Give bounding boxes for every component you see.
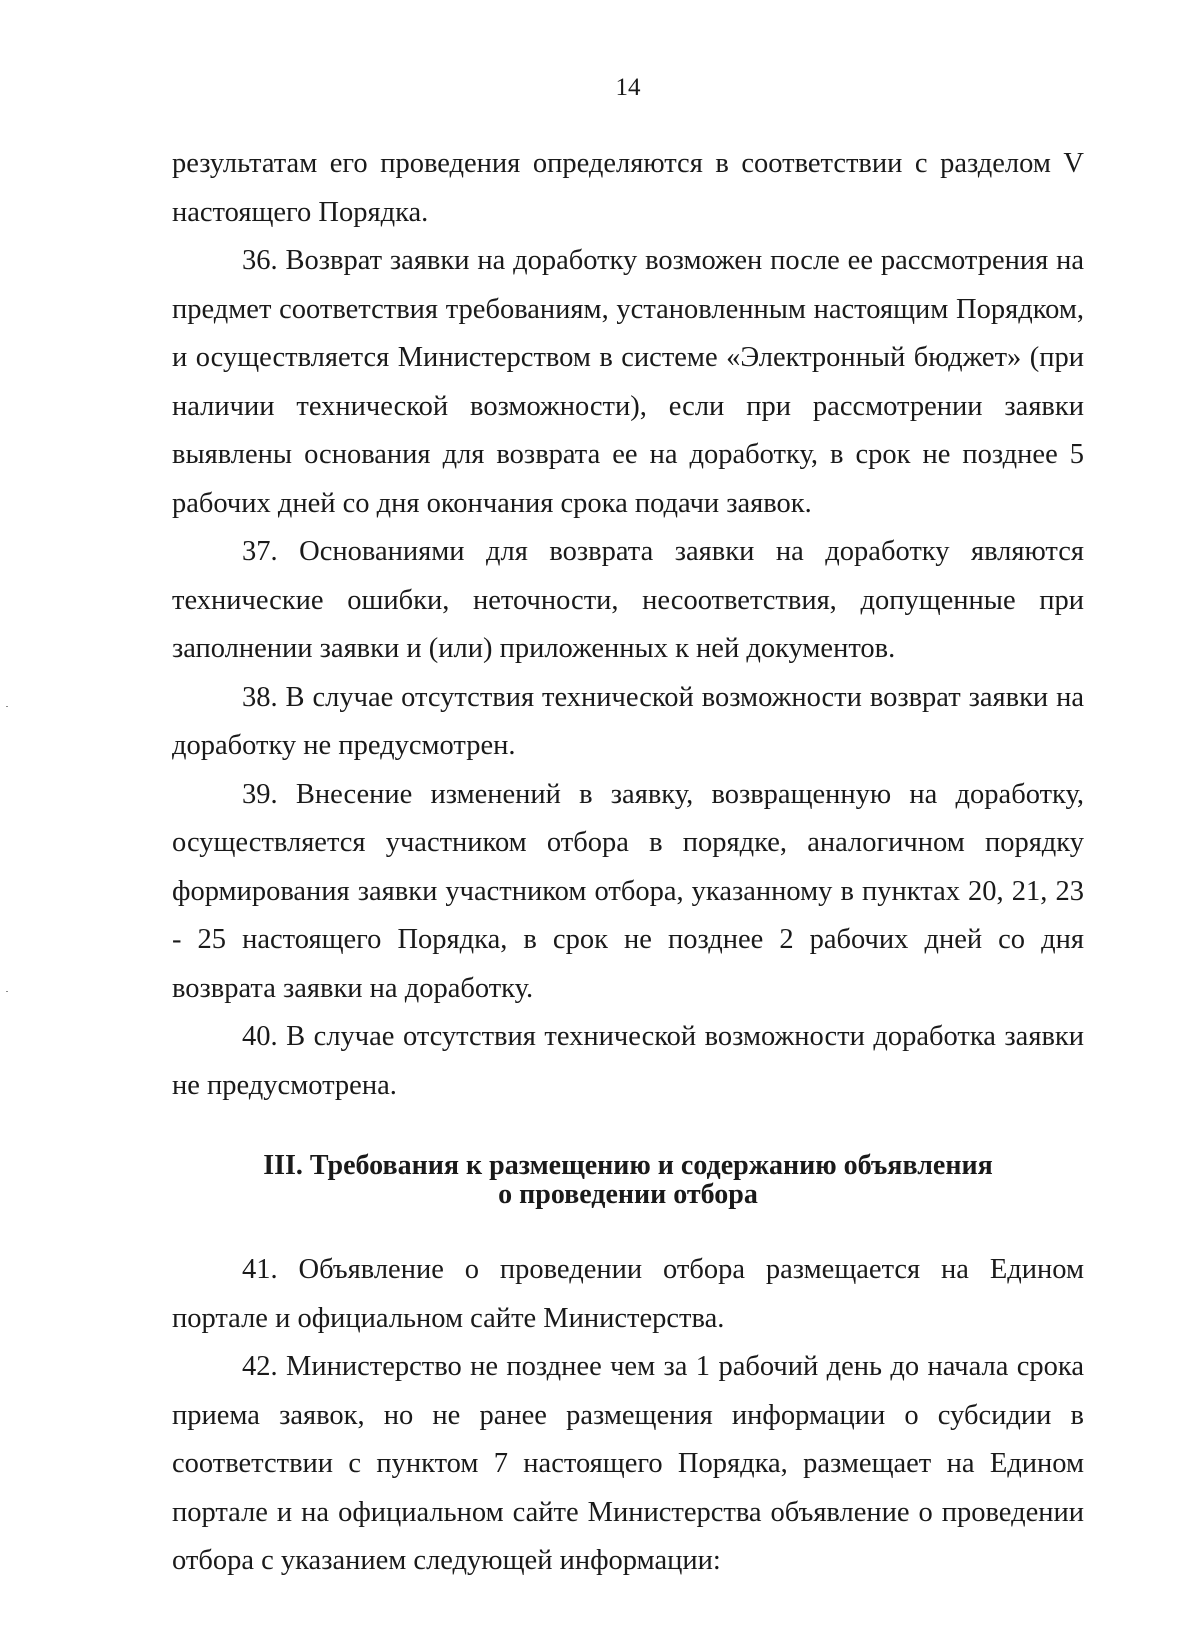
section-heading-line-2: о проведении отбора	[498, 1179, 758, 1210]
paragraph-37: 37. Основаниями для возврата заявки на доработку являются технические ошибки, неточности, несоответствия, допущенные при заполнении заявки и (или) приложенных к ней документов.	[172, 536, 1084, 664]
paragraph-42: 42. Министерство не позднее чем за 1 рабочий день до начала срока приема заявок, но не ранее размещения информации о субсидии в соответствии с пунктом 7 настоящего Порядка, размещает на Едином портале и на официальном сайте Министерства объявление о проведении отбора с указанием следующей информации:	[172, 1351, 1084, 1576]
document-body	[172, 140, 1084, 1586]
paragraph-39: 39. Внесение изменений в заявку, возвращенную на доработку, осуществляется участником отбора в порядке, аналогичном порядку формирования заявки участником отбора, указанному в пунктах 20, 21, 23 - 25 настоящего Порядка, в срок не позднее 2 рабочих дней со дня возврата заявки на доработку.	[172, 778, 1084, 1004]
paragraph-36: 36. Возврат заявки на доработку возможен после ее рассмотрения на предмет соответствия требованиям, установленным настоящим Порядком, и осуществляется Министерством в системе «Электронный бюджет» (при наличии технической возможности), если при рассмотрении заявки выявлены основания для возврата ее на доработку, в срок не позднее 5 рабочих дней со дня окончания срока подачи заявок.	[172, 245, 1084, 519]
paragraph-41: 41. Объявление о проведении отбора размещается на Едином портале и официальном сайте Министерства.	[172, 1254, 1084, 1334]
page-number: 14	[615, 74, 641, 101]
section-heading-line-1: III. Требования к размещению и содержанию объявления	[263, 1150, 993, 1181]
paragraph-continuation: результатам его проведения определяются в соответствии с разделом V настоящего Порядка.	[172, 148, 1084, 228]
paragraph-40: 40. В случае отсутствия технической возможности доработка заявки не предусмотрена.	[172, 1021, 1084, 1101]
paragraph-38: 38. В случае отсутствия технической возможности возврат заявки на доработку не предусмотрен.	[172, 681, 1084, 761]
scan-speck	[6, 706, 8, 707]
scan-speck	[6, 991, 8, 992]
section-heading	[172, 1151, 1084, 1209]
